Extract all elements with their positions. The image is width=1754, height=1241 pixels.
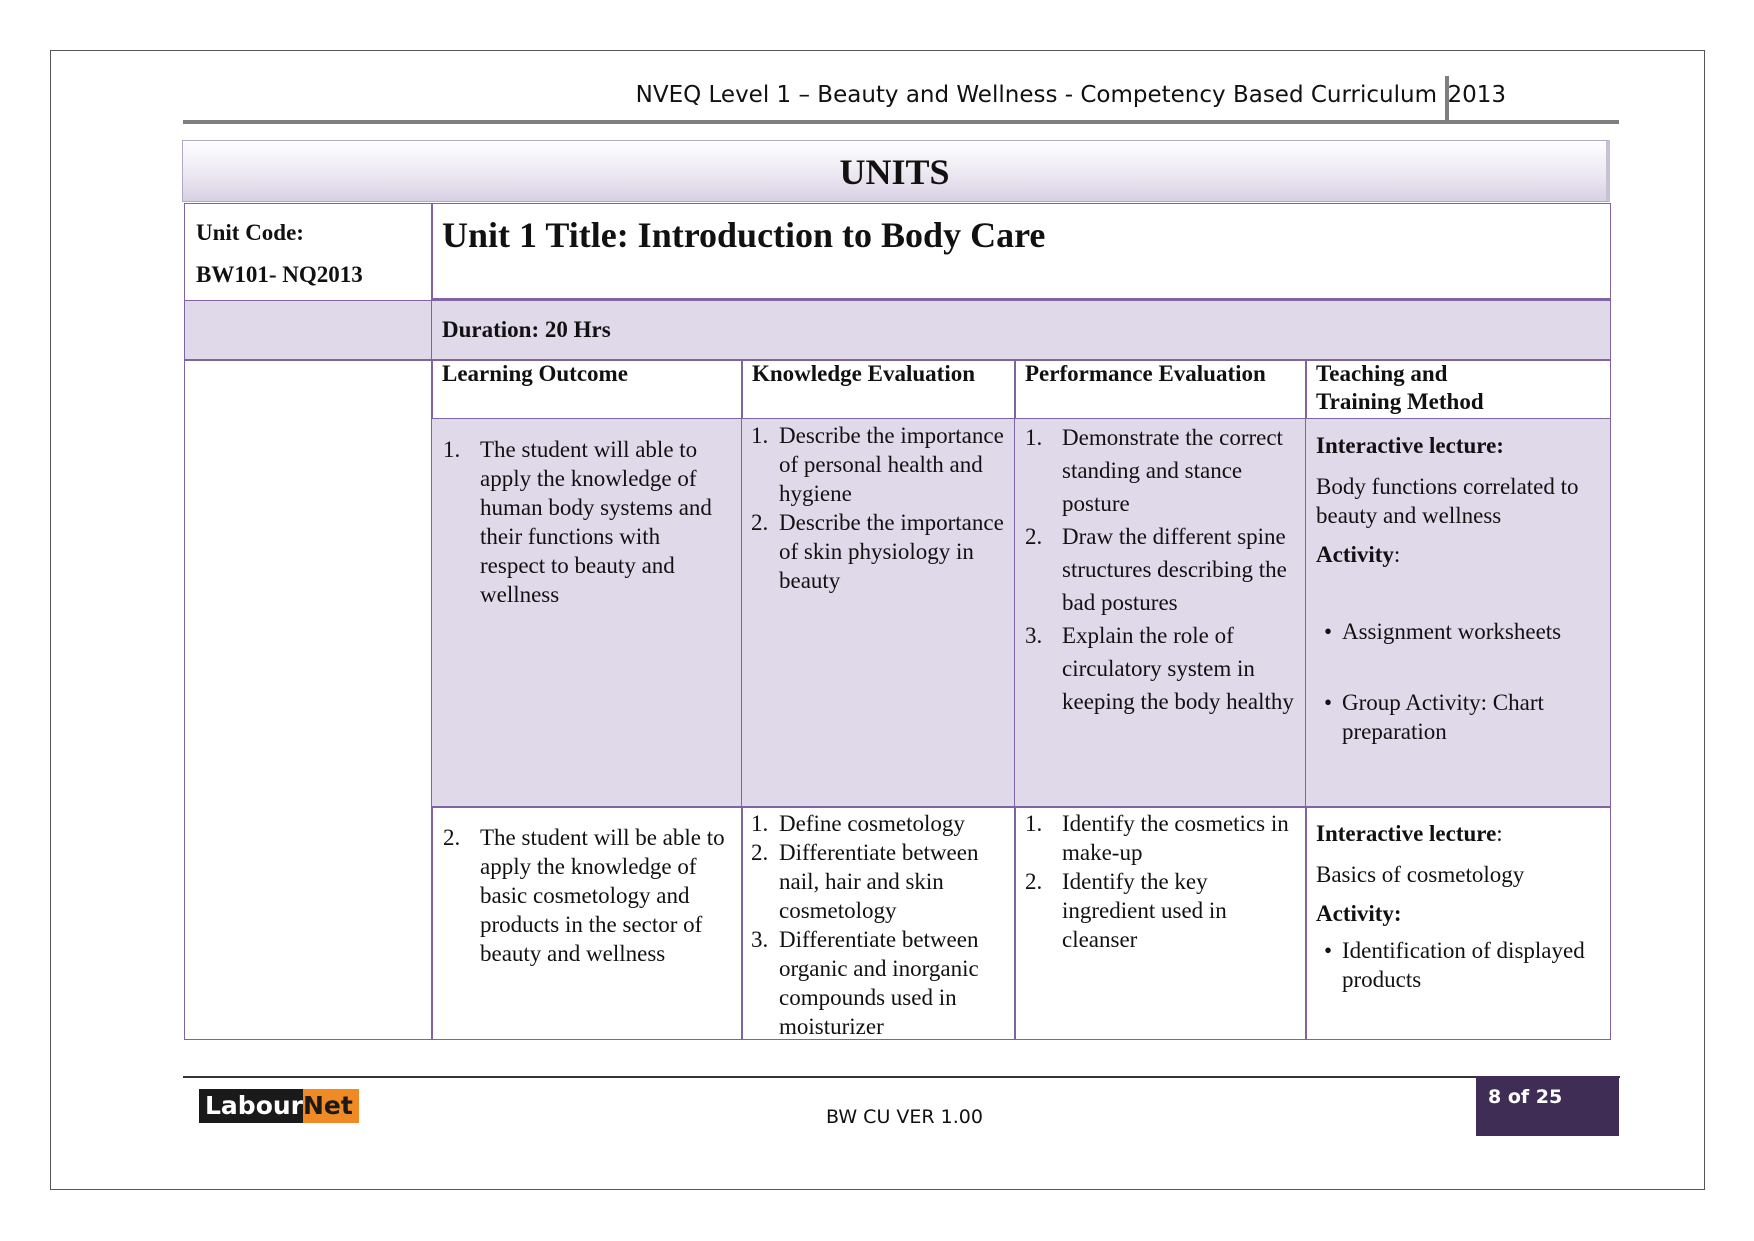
row2-knowledge-evaluation [741, 806, 1016, 1040]
row1-knowledge-evaluation [741, 418, 1016, 808]
list-item: 2. The student will be able to apply the knowledge of basic cosmetology and products in the sector of beauty and wellness [443, 825, 725, 966]
duration-left-cell [184, 300, 433, 361]
col-header-teaching-method: Teaching and Training Method [1305, 359, 1611, 420]
row2-teaching-method [1305, 806, 1611, 1040]
duration: Duration: 20 Hrs [442, 317, 611, 342]
list-item: 1. Demonstrate the correct standing and stance posture [1025, 425, 1283, 516]
row2-performance-evaluation [1014, 806, 1307, 1040]
lecture-text: Basics of cosmetology [1316, 862, 1525, 887]
activity-label: Activity: [1316, 542, 1401, 567]
unit-title-cell [431, 203, 1611, 302]
row2-learning-outcome [431, 806, 743, 1040]
lecture-text: Body functions correlated to beauty and wellness [1316, 474, 1579, 528]
col-header-performance-evaluation: Performance Evaluation [1014, 359, 1307, 420]
list-item: • Assignment worksheets [1316, 617, 1600, 646]
row1-performance-evaluation [1014, 418, 1307, 808]
version-label: BW CU VER 1.00 [826, 1106, 983, 1128]
list-item: 1. Describe the importance of personal health and hygiene [751, 423, 1004, 506]
unit-code-label: Unit Code: [196, 220, 304, 245]
lecture-label: Interactive lecture: [1316, 821, 1503, 846]
list-item: 3. Differentiate between organic and inorganic compounds used in moisturizer [751, 927, 979, 1039]
list-item: 2. Differentiate between nail, hair and skin cosmetology [751, 840, 979, 923]
activity-label: Activity: [1316, 901, 1402, 926]
header-year: 2013 [1447, 82, 1506, 108]
list-item: • Group Activity: Chart preparation [1316, 688, 1600, 746]
list-item: 3. Explain the role of circulatory system in keeping the body healthy [1025, 623, 1294, 714]
page-number-badge: 8 of 25 [1476, 1076, 1619, 1136]
col-header-knowledge-evaluation: Knowledge Evaluation [741, 359, 1016, 420]
page-header [183, 72, 1619, 124]
footer-divider [183, 1076, 1620, 1078]
unit-title: Unit 1 Title: Introduction to Body Care [442, 215, 1046, 255]
row1-teaching-method [1305, 418, 1611, 808]
left-empty-cell [184, 359, 433, 1040]
list-item: 2. Identify the key ingredient used in cleanser [1025, 869, 1227, 952]
labournet-logo: Labour Net [199, 1089, 359, 1123]
list-item: 1. Define cosmetology [751, 811, 965, 836]
unit-code-cell [184, 203, 433, 302]
list-item: 2. Describe the importance of skin physiology in beauty [751, 510, 1004, 593]
header-title: NVEQ Level 1 – Beauty and Wellness - Competency Based Curriculum [635, 82, 1437, 108]
row1-learning-outcome [431, 418, 743, 808]
duration-cell [431, 300, 1611, 361]
lecture-label: Interactive lecture: [1316, 433, 1504, 458]
unit-code: BW101- NQ2013 [196, 262, 363, 287]
list-item: 1. Identify the cosmetics in make-up [1025, 811, 1289, 865]
list-item: • Identification of displayed products [1316, 936, 1600, 994]
list-item: 2. Draw the different spine structures describing the bad postures [1025, 524, 1287, 615]
col-header-learning-outcome: Learning Outcome [431, 359, 743, 420]
units-banner: UNITS [182, 140, 1610, 202]
list-item: 1. The student will able to apply the knowledge of human body systems and their functions with respect to beauty and wellness [443, 437, 712, 607]
